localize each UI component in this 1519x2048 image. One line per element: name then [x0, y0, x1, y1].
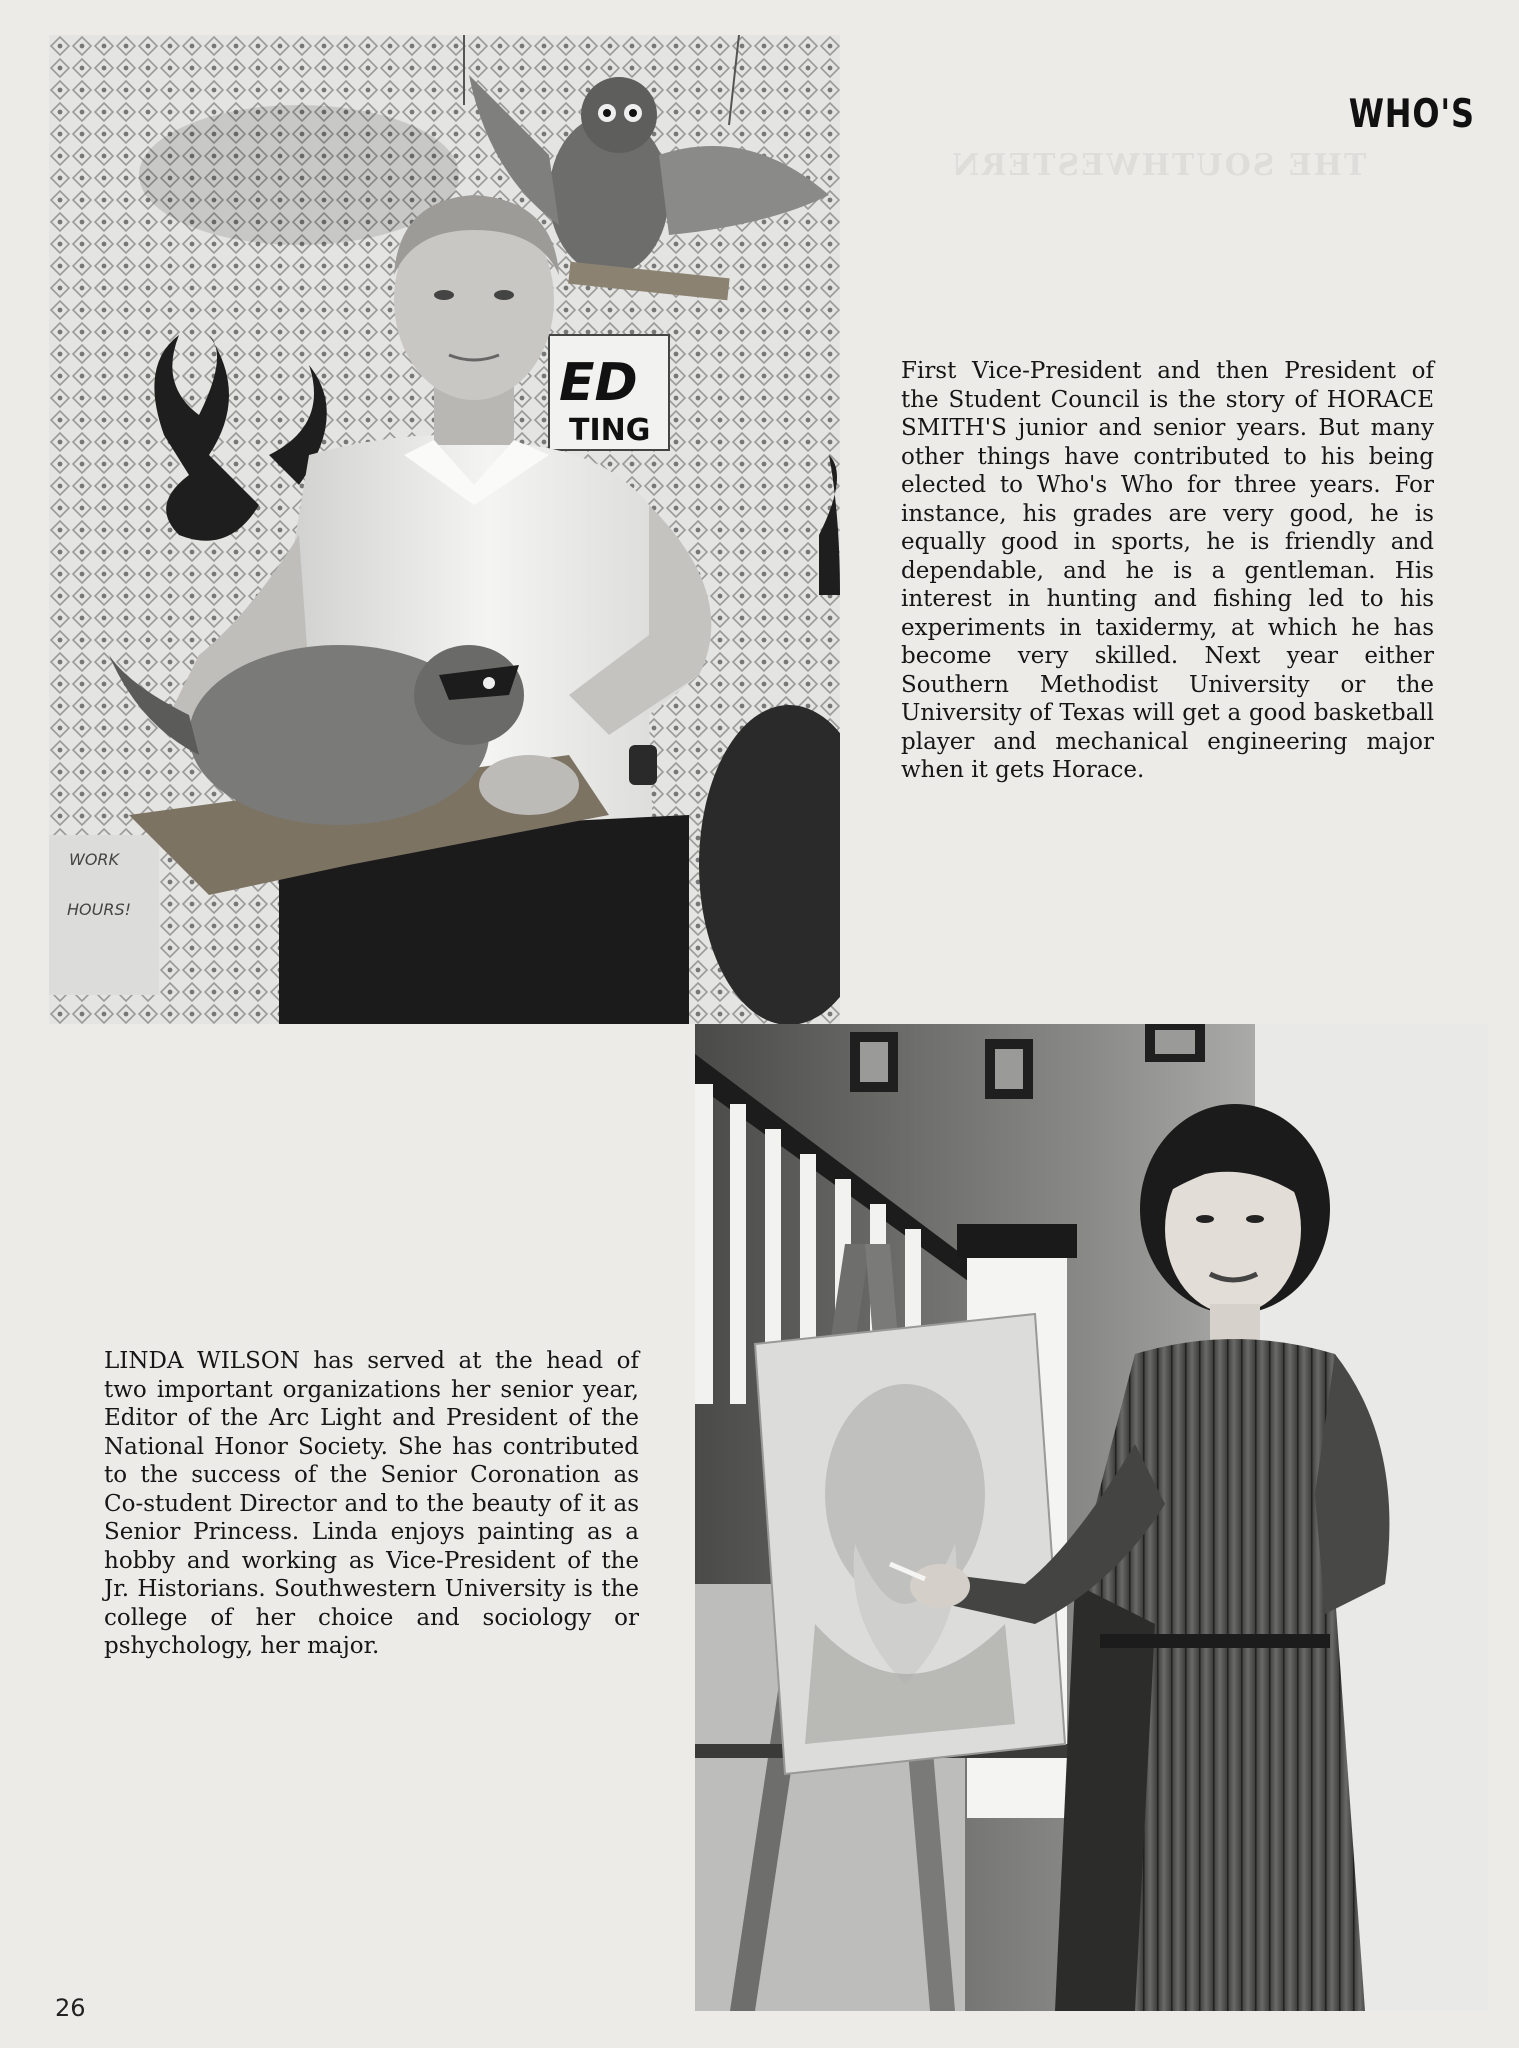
horace-smith-bio: First Vice-President and then President of the Student Council is the story of HORACE SMITH'S junior and senior years. But many other things have contributed to his being elected to Who's Who for three years. For instance, his grades are very good, he is equally good in sports, he is friendly and dependable, and he is a gentleman. His interest in hunting and fishing led to his experiments in taxidermy, at which he has become very skilled. Next year either Southern Methodist University or the University of Texas will get a good basketball player and mechanical engineering major when it gets Horace.	[901, 358, 1434, 783]
poster-text-1: WORK	[69, 850, 120, 869]
linda-wilson-photo	[695, 1024, 1488, 2011]
sign-text-2: TING	[569, 413, 651, 448]
linda-photo-image	[695, 1024, 1488, 2011]
horace-photo-image	[49, 35, 840, 1024]
linda-wilson-bio: LINDA WILSON has served at the head of two important organizations her senior year, Editor of the Arc Light and President of the National Honor Society. She has contributed to the success of the Senior Coronation as Co-student Director and to the beauty of it as Senior Princess. Linda enjoys painting as a hobby and working as Vice-President of the Jr. Historians. Southwestern University is the college of her choice and sociology or pshychology, her major.	[104, 1348, 639, 1659]
horace-smith-photo	[49, 35, 840, 1024]
page-number: 26	[55, 1994, 86, 2022]
sign-text-1: ED	[559, 353, 638, 413]
show-through-heading: THE SOUTHWESTERN	[950, 148, 1367, 183]
page-heading: WHO'S	[1348, 92, 1475, 137]
poster-text-2: HOURS!	[67, 900, 132, 919]
